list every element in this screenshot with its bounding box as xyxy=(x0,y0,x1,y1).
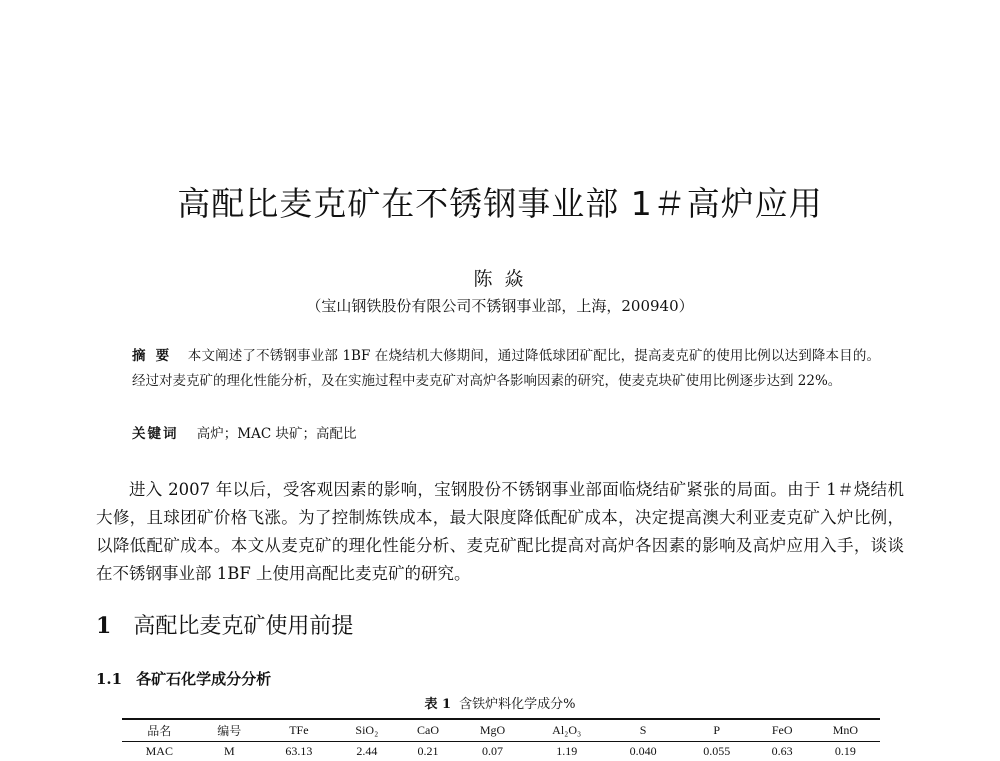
subsection-title: 各矿石化学成分分析 xyxy=(136,670,271,688)
cell-mno: 0.19 xyxy=(811,742,880,761)
abstract-label: 摘要 xyxy=(132,348,179,364)
col-name: 品名 xyxy=(122,719,197,742)
table-number: 表 1 xyxy=(425,697,452,712)
col-p: P xyxy=(680,719,754,742)
col-cao: CaO xyxy=(398,719,458,742)
abstract-text: 本文阐述了不锈钢事业部 1BF 在烧结机大修期间，通过降低球团矿配比，提高麦克矿的使用比例以达到降本目的。经过对麦克矿的理化性能分析，及在实施过程中麦克矿对高炉各影响因素的研究，使麦克块矿使用比例逐步达到 22%。 xyxy=(132,348,880,389)
subsection-heading xyxy=(96,668,271,689)
cell-name: MAC xyxy=(122,742,197,761)
table-header-row xyxy=(122,719,880,742)
col-tfe: TFe xyxy=(262,719,336,742)
col-s: S xyxy=(606,719,680,742)
section-heading xyxy=(96,609,353,640)
author-affiliation: （宝山钢铁股份有限公司不锈钢事业部，上海，200940） xyxy=(0,295,1000,316)
intro-paragraph: 进入 2007 年以后，受客观因素的影响，宝钢股份不锈钢事业部面临烧结矿紧张的局面。由于 1＃烧结机大修，且球团矿价格飞涨。为了控制炼铁成本，最大限度降低配矿成本，决定提高澳大利亚麦克矿入炉比例，以降低配矿成本。本文从麦克矿的理化性能分析、麦克矿配比提高对高炉各因素的影响及高炉应用入手，谈谈在不锈钢事业部 1BF 上使用高配比麦克矿的研究。 xyxy=(96,476,904,588)
col-code: 编号 xyxy=(197,719,262,742)
cell-sio2: 2.44 xyxy=(336,742,398,761)
cell-code: M xyxy=(197,742,262,761)
author-name: 陈 焱 xyxy=(0,264,1000,291)
cell-tfe: 63.13 xyxy=(262,742,336,761)
table-caption-text: 含铁炉料化学成分% xyxy=(459,697,575,712)
col-al2o3: Al₂O₃ xyxy=(527,719,606,742)
cell-p: 0.055 xyxy=(680,742,754,761)
cell-cao: 0.21 xyxy=(398,742,458,761)
abstract xyxy=(132,344,880,393)
col-sio2: SiO₂ xyxy=(336,719,398,742)
section-number: 1 xyxy=(96,613,111,639)
cell-al2o3: 1.19 xyxy=(527,742,606,761)
col-feo: FeO xyxy=(754,719,811,742)
keywords-label: 关键词 xyxy=(132,426,179,442)
keywords xyxy=(132,422,880,446)
table-caption xyxy=(0,693,1000,712)
section-title: 高配比麦克矿使用前提 xyxy=(133,614,353,639)
col-mno: MnO xyxy=(811,719,880,742)
cell-s: 0.040 xyxy=(606,742,680,761)
keywords-text: 高炉；MAC 块矿；高配比 xyxy=(197,426,357,442)
cell-feo: 0.63 xyxy=(754,742,811,761)
paper-title: 高配比麦克矿在不锈钢事业部 1＃高炉应用 xyxy=(0,178,1000,225)
subsection-number: 1.1 xyxy=(96,670,122,688)
col-mgo: MgO xyxy=(458,719,527,742)
chemical-composition-table xyxy=(122,718,880,761)
table-row xyxy=(122,742,880,761)
cell-mgo: 0.07 xyxy=(458,742,527,761)
